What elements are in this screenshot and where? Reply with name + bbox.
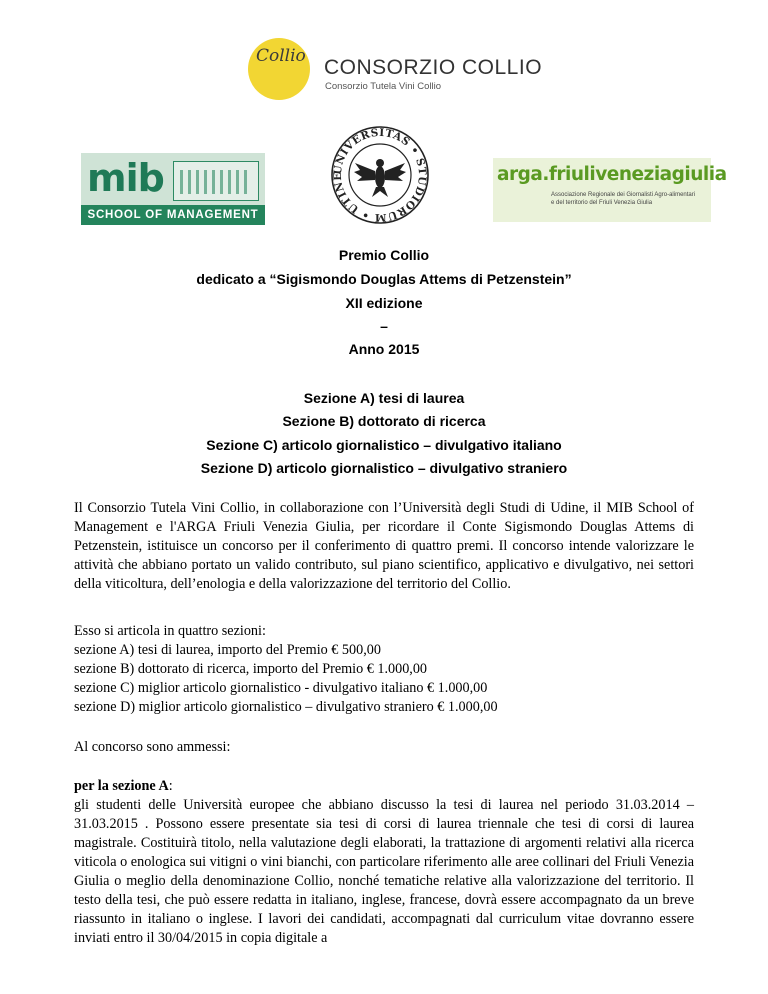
- seal-ring-text: UNIVERSITAS • STUDIORUM • UTINE: [331, 126, 429, 224]
- sections-list-intro: Esso si articola in quattro sezioni:: [74, 623, 266, 639]
- sections-list-item: sezione D) miglior articolo giornalistico – divulgativo straniero € 1.000,00: [74, 699, 498, 715]
- arga-logo-caption-2: e del territorio del Friuli Venezia Giulia: [551, 200, 653, 206]
- intro-paragraph: Il Consorzio Tutela Vini Collio, in collaborazione con l’Università degli Studi di Udine, il MIB School of Management e l'ARGA Friuli Venezia Giulia, per ricordare il Conte Sigismondo Douglas Attems di Petzenstein, istituisce un concorso per il conferimento di quattro premi. Il concorso intende valorizzare le attività che abbiano portato un valido contributo, sul piano scientifico, applicativo e divulgativo, nei settori della viticoltura, dell’enologia e della valorizzazione del territorio del Collio.: [74, 500, 694, 592]
- award-year: Anno 2015: [348, 341, 420, 357]
- eagle-icon: [354, 159, 406, 197]
- university-seal-image: [330, 125, 430, 225]
- section-a-text: gli studenti delle Università europee che abbiano discusso la tesi di laurea nel periodo 31.03.2014 – 31.03.2015 . Possono essere presentate sia tesi di corsi di laurea triennale che tesi di corsi di laurea magistrale. Costituirà titolo, nella valutazione degli elaborati, la trattazione di argomenti relativi alla ricerca viticola o enologica sui vitigni o vini bianchi, con particolare riferimento alle aree collinari del Friuli Venezia Giulia o meglio della denominazione Collio, nonché tematiche relative alla valorizzazione del territorio. Il testo della tesi, che può essere redatta in italiano, inglese, francese, dovrà essere accompagnato da un breve riassunto in italiano o inglese. I lavori dei candidati, accompagnati dal curriculum vitae dovranno essere inviati entro il 30/04/2015 in copia digitale a: [74, 797, 694, 946]
- section-a-heading-colon: :: [168, 778, 173, 794]
- sections-list-item: sezione A) tesi di laurea, importo del Premio € 500,00: [74, 642, 381, 658]
- sections-list: [74, 622, 694, 717]
- sections-list-item: sezione B) dottorato di ricerca, importo del Premio € 1.000,00: [74, 661, 428, 677]
- award-title: Premio Collio: [338, 247, 430, 263]
- collio-emblem-text: Collio: [256, 46, 306, 66]
- section-heading-a: Sezione A) tesi di laurea: [303, 390, 465, 406]
- title-dash: –: [380, 318, 388, 334]
- section-a-heading-line: [74, 777, 694, 796]
- section-heading-c: Sezione C) articolo giornalistico – divulgativo italiano: [206, 437, 562, 453]
- award-dedication: dedicato a “Sigismondo Douglas Attems di Petzenstein”: [196, 271, 572, 287]
- arga-logo: [493, 158, 727, 222]
- mib-logo: [81, 153, 265, 225]
- section-heading-d: Sezione D) articolo giornalistico – divulgativo straniero: [200, 460, 568, 476]
- section-heading-b: Sezione B) dottorato di ricerca: [282, 413, 486, 429]
- section-a-heading: per la sezione A: [74, 778, 169, 794]
- sections-list-item: sezione C) miglior articolo giornalistico - divulgativo italiano € 1.000,00: [74, 680, 488, 696]
- collio-logo-subtitle: Consorzio Tutela Vini Collio: [325, 81, 441, 92]
- mib-logo-mark: mib: [87, 156, 164, 200]
- collio-logo-title: CONSORZIO COLLIO: [324, 56, 543, 79]
- award-edition: XII edizione: [345, 295, 423, 311]
- university-seal-logo: [330, 125, 430, 225]
- arga-logo-text: arga.friuliveneziagiulia: [497, 164, 727, 185]
- mib-building-image: [173, 161, 259, 201]
- mib-logo-bar: SCHOOL OF MANAGEMENT: [81, 205, 265, 225]
- admission-text: Al concorso sono ammessi:: [74, 739, 231, 755]
- arga-logo-caption-1: Associazione Regionale dei Giornalisti Agro-alimentari: [551, 192, 696, 198]
- section-a-block: [74, 777, 694, 948]
- consorzio-collio-logo: [248, 38, 543, 100]
- collio-emblem: [248, 38, 310, 100]
